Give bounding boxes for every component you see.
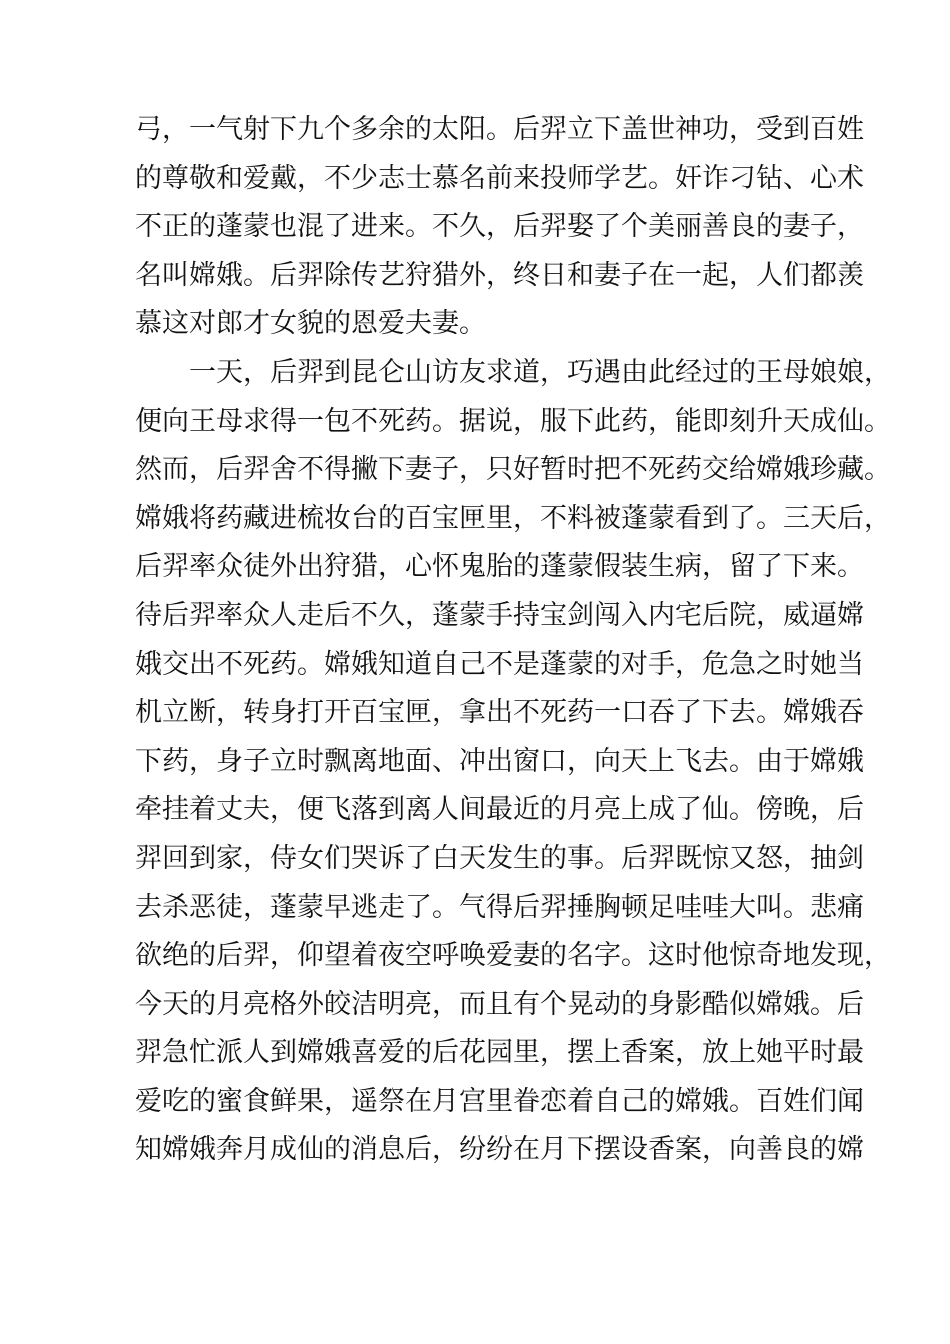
text-line: 欲绝的后羿，仰望着夜空呼唤爱妻的名字。这时他惊奇地发现， <box>135 940 891 972</box>
text-line: 去杀恶徒，蓬蒙早逃走了。气得后羿捶胸顿足哇哇大叫。悲痛 <box>135 891 864 923</box>
text-line: 下药，身子立时飘离地面、冲出窗口，向天上飞去。由于嫦娥 <box>135 745 864 777</box>
text-line: 机立断，转身打开百宝匣，拿出不死药一口吞了下去。嫦娥吞 <box>135 697 864 729</box>
document-body <box>135 106 891 1175</box>
text-line: 弓，一气射下九个多余的太阳。后羿立下盖世神功，受到百姓 <box>135 114 864 145</box>
text-line: 后羿率众徒外出狩猎，心怀鬼胎的蓬蒙假装生病，留了下来。 <box>135 551 864 583</box>
paragraph-2 <box>135 349 891 1175</box>
text-line: 知嫦娥奔月成仙的消息后，纷纷在月下摆设香案，向善良的嫦 <box>135 1134 864 1166</box>
text-line: 今天的月亮格外皎洁明亮，而且有个晃动的身影酷似嫦娥。后 <box>135 988 864 1020</box>
paragraph-1 <box>135 106 864 349</box>
text-line: 待后羿率众人走后不久，蓬蒙手持宝剑闯入内宅后院，威逼嫦 <box>135 599 864 631</box>
text-line: 爱吃的蜜食鲜果，遥祭在月宫里眷恋着自己的嫦娥。百姓们闻 <box>135 1085 864 1117</box>
text-line: 慕这对郎才女貌的恩爱夫妻。 <box>135 308 486 340</box>
text-line: 不正的蓬蒙也混了进来。不久，后羿娶了个美丽善良的妻子， <box>135 211 864 243</box>
text-line: 的尊敬和爱戴，不少志士慕名前来投师学艺。奸诈刁钻、心术 <box>135 162 864 194</box>
text-line: 一天，后羿到昆仑山访友求道，巧遇由此经过的王母娘娘， <box>189 356 891 388</box>
text-line: 羿急忙派人到嫦娥喜爱的后花园里，摆上香案，放上她平时最 <box>135 1037 864 1069</box>
text-line: 嫦娥将药藏进梳妆台的百宝匣里，不料被蓬蒙看到了。三天后， <box>135 502 891 534</box>
text-line: 然而，后羿舍不得撇下妻子，只好暂时把不死药交给嫦娥珍藏。 <box>135 454 891 486</box>
text-line: 名叫嫦娥。后羿除传艺狩猎外，终日和妻子在一起，人们都羡 <box>135 259 864 291</box>
text-line: 娥交出不死药。嫦娥知道自己不是蓬蒙的对手，危急之时她当 <box>135 648 864 680</box>
text-line: 羿回到家，侍女们哭诉了白天发生的事。后羿既惊又怒，抽剑 <box>135 842 864 874</box>
text-line: 便向王母求得一包不死药。据说，服下此药，能即刻升天成仙。 <box>135 405 891 437</box>
text-line: 牵挂着丈夫，便飞落到离人间最近的月亮上成了仙。傍晚，后 <box>135 794 864 826</box>
